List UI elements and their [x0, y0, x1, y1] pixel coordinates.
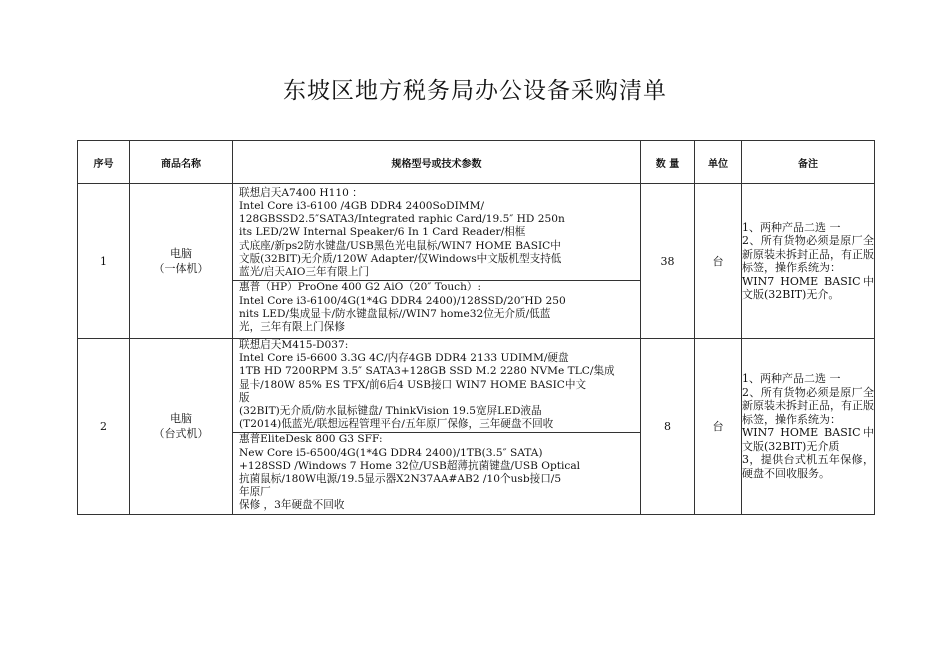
spec-line: 1TB HD 7200RPM 3.5″ SATA3+128GB SSD M.2 2280 NVMe TLC/集成: [239, 365, 615, 378]
row-unit: 台: [695, 184, 742, 339]
note-line: WIN7 HOME BASIC中文版(32BIT)无介质: [742, 426, 874, 453]
spec-block: [233, 187, 640, 280]
row-notes: [742, 339, 875, 515]
note-line: 2、所有货物必须是原厂全新原装未拆封正品，有正版标签，操作系统为：: [742, 234, 874, 274]
spec-line: 光，三年有限上门保修: [239, 320, 345, 333]
spec-line: 蓝光/启天AIO三年有限上门: [239, 266, 370, 279]
note-line: 3，提供台式机五年保修，硬盘不回收服务。: [742, 453, 874, 480]
row-index: 1: [78, 184, 130, 339]
note-line: 1、两种产品二选 一: [742, 220, 841, 234]
spec-line: 惠普（HP）ProOne 400 G2 AiO（20″ Touch）:: [239, 281, 482, 294]
row-qty: 8: [641, 339, 695, 515]
spec-block: [233, 339, 640, 432]
product-name: 电脑: [170, 412, 192, 426]
spec-line: 惠普EliteDesk 800 G3 SFF:: [239, 433, 383, 446]
spec-line: +128SSD /Windows 7 Home 32位/USB超薄抗菌键盘/USB Optical: [239, 459, 581, 472]
spec-line: 联想启天A7400 H110 ：: [239, 186, 363, 199]
procurement-table: [77, 140, 875, 515]
document-title: 东坡区地方税务局办公设备采购清单: [283, 78, 667, 104]
table-row: [78, 339, 875, 515]
spec-line: 128GBSSD2.5″SATA3/Integrated raphic Card/19.5″ HD 250n: [239, 213, 565, 226]
spec-line: Intel Core i3-6100 /4GB DDR4 2400SoDIMM/: [239, 200, 485, 213]
row-specs: [233, 339, 641, 515]
spec-line: 保修 ，3年硬盘不回收: [239, 499, 345, 512]
note-line: 2、所有货物必须是原厂全新原装未拆封正品，有正版标签，操作系统为：: [742, 385, 874, 426]
row-index: 2: [78, 339, 130, 515]
product-subname: （台式机）: [153, 427, 209, 441]
spec-line: nits LED/集成显卡/防水键盘鼠标//WIN7 home32位无介质/低蓝: [239, 307, 551, 320]
header-unit: 单位: [695, 141, 742, 184]
row-product-name: [130, 184, 233, 339]
spec-line: (32BIT)无介质/防水鼠标键盘/ ThinkVision 19.5宽屏LED液晶: [239, 405, 542, 418]
row-qty: 38: [641, 184, 695, 339]
spec-line: 抗菌鼠标/180W电源/19.5显示器X2N37AA#AB2 /10个usb接口/5: [239, 473, 562, 486]
spec-block: [233, 432, 640, 513]
header-spec: 规格型号或技术参数: [233, 141, 641, 184]
row-notes: [742, 184, 875, 339]
header-index: 序号: [78, 141, 130, 184]
row-specs: [233, 184, 641, 339]
spec-line: 联想启天M415-D037:: [239, 339, 349, 351]
note-line: 1、两种产品二选 一: [742, 372, 841, 386]
spec-block: [233, 280, 640, 335]
product-subname: （一体机）: [153, 262, 209, 275]
spec-line: 年原厂: [239, 486, 271, 499]
header-qty: 数 量: [641, 141, 695, 184]
spec-line: 文版(32BIT)无介质/120W Adapter/仅Windows中文版机型支持低: [239, 252, 562, 265]
product-name: 电脑: [170, 247, 192, 260]
spec-line: Intel Core i5-6600 3.3G 4C/内存4GB DDR4 2133 UDIMM/硬盘: [239, 352, 569, 365]
spec-line: 版: [239, 391, 250, 404]
header-note: 备注: [742, 141, 875, 184]
row-unit: 台: [695, 339, 742, 515]
table-row: [78, 184, 875, 339]
spec-line: New Core i5-6500/4G(1*4G DDR4 2400)/1TB(3.5″ SATA): [239, 446, 543, 459]
row-product-name: [130, 339, 233, 515]
spec-line: 式底座/新ps2防水键盘/USB黑色光电鼠标/WIN7 HOME BASIC中: [239, 239, 561, 252]
spec-line: (T2014)低蓝光/联想远程管理平台/五年原厂保修，三年硬盘不回收: [239, 418, 554, 431]
spec-line: Intel Core i3-6100/4G(1*4G DDR4 2400)/128SSD/20″HD 250: [239, 294, 566, 307]
note-line: WIN7 HOME BASIC中文版(32BIT)无介。: [742, 274, 874, 301]
spec-line: 显卡/180W 85% ES TFX/前6后4 USB接口 WIN7 HOME BASIC中文: [239, 378, 587, 391]
header-name: 商品名称: [130, 141, 233, 184]
spec-line: its LED/2W Internal Speaker/6 In 1 Card Reader/相框: [239, 226, 526, 239]
header-row: [78, 141, 875, 184]
